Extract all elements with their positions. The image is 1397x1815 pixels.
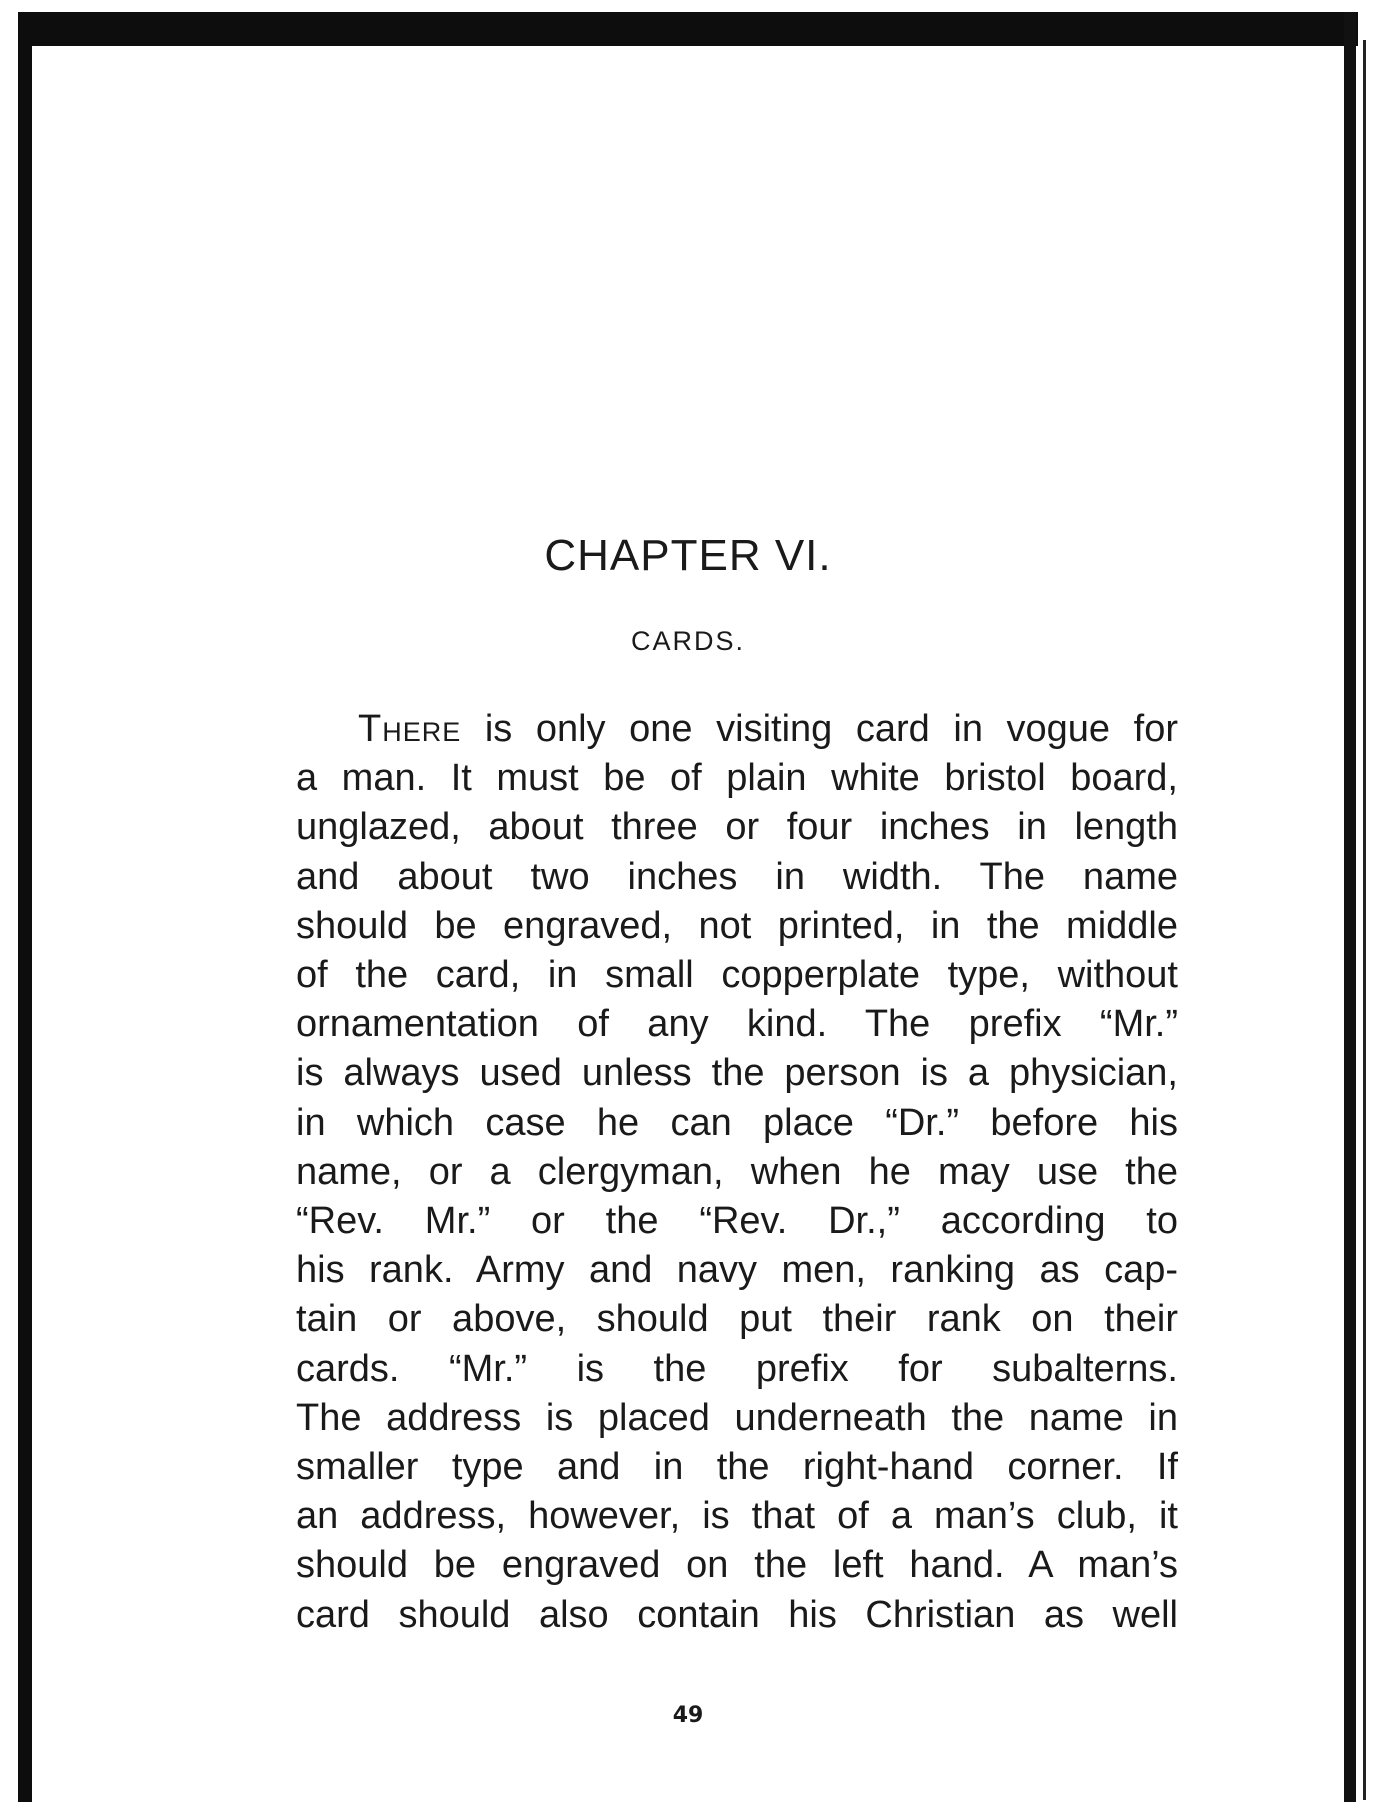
scan-border-right-thin <box>1363 40 1366 1800</box>
scan-border-top <box>18 12 1358 46</box>
paragraph-line: of the card, in small copperplate type, without <box>296 954 1178 997</box>
paragraph-line: is always used unless the person is a physician, <box>296 1052 1178 1095</box>
paragraph-line: should be engraved on the left hand. A man’s <box>296 1544 1178 1587</box>
paragraph-line: cards. “Mr.” is the prefix for subalterns. <box>296 1347 1178 1390</box>
paragraph-line: tain or above, should put their rank on their <box>296 1298 1178 1341</box>
paragraph-line: in which case he can place “Dr.” before his <box>296 1101 1178 1144</box>
paragraph-line: name, or a clergyman, when he may use the <box>296 1150 1178 1193</box>
paragraph-line: “Rev. Mr.” or the “Rev. Dr.,” according to <box>296 1200 1178 1243</box>
paragraph-line: unglazed, about three or four inches in length <box>296 806 1178 849</box>
page-number: 49 <box>672 1703 704 1728</box>
first-word: There <box>358 708 462 750</box>
paragraph-line: card should also contain his Christian as well <box>296 1593 1178 1636</box>
section-title: CARDS. <box>630 626 745 656</box>
book-page <box>34 46 1342 1806</box>
paragraph-line: a man. It must be of plain white bristol board, <box>296 757 1178 800</box>
body-paragraph <box>296 705 1178 1640</box>
paragraph-line: an address, however, is that of a man’s club, it <box>296 1495 1178 1538</box>
scan-border-right <box>1344 12 1356 1802</box>
paragraph-line: smaller type and in the right-hand corner. If <box>296 1446 1178 1489</box>
scan-border-left <box>18 12 32 1802</box>
paragraph-line: his rank. Army and navy men, ranking as cap- <box>296 1249 1178 1292</box>
paragraph-line: and about two inches in width. The name <box>296 855 1178 898</box>
chapter-title: CHAPTER VI. <box>544 531 832 580</box>
paragraph-line: There is only one visiting card in vogue for <box>358 708 1178 750</box>
paragraph-line: ornamentation of any kind. The prefix “Mr.” <box>296 1003 1178 1046</box>
paragraph-line: should be engraved, not printed, in the middle <box>296 904 1178 947</box>
paragraph-line: The address is placed underneath the name in <box>296 1396 1178 1439</box>
